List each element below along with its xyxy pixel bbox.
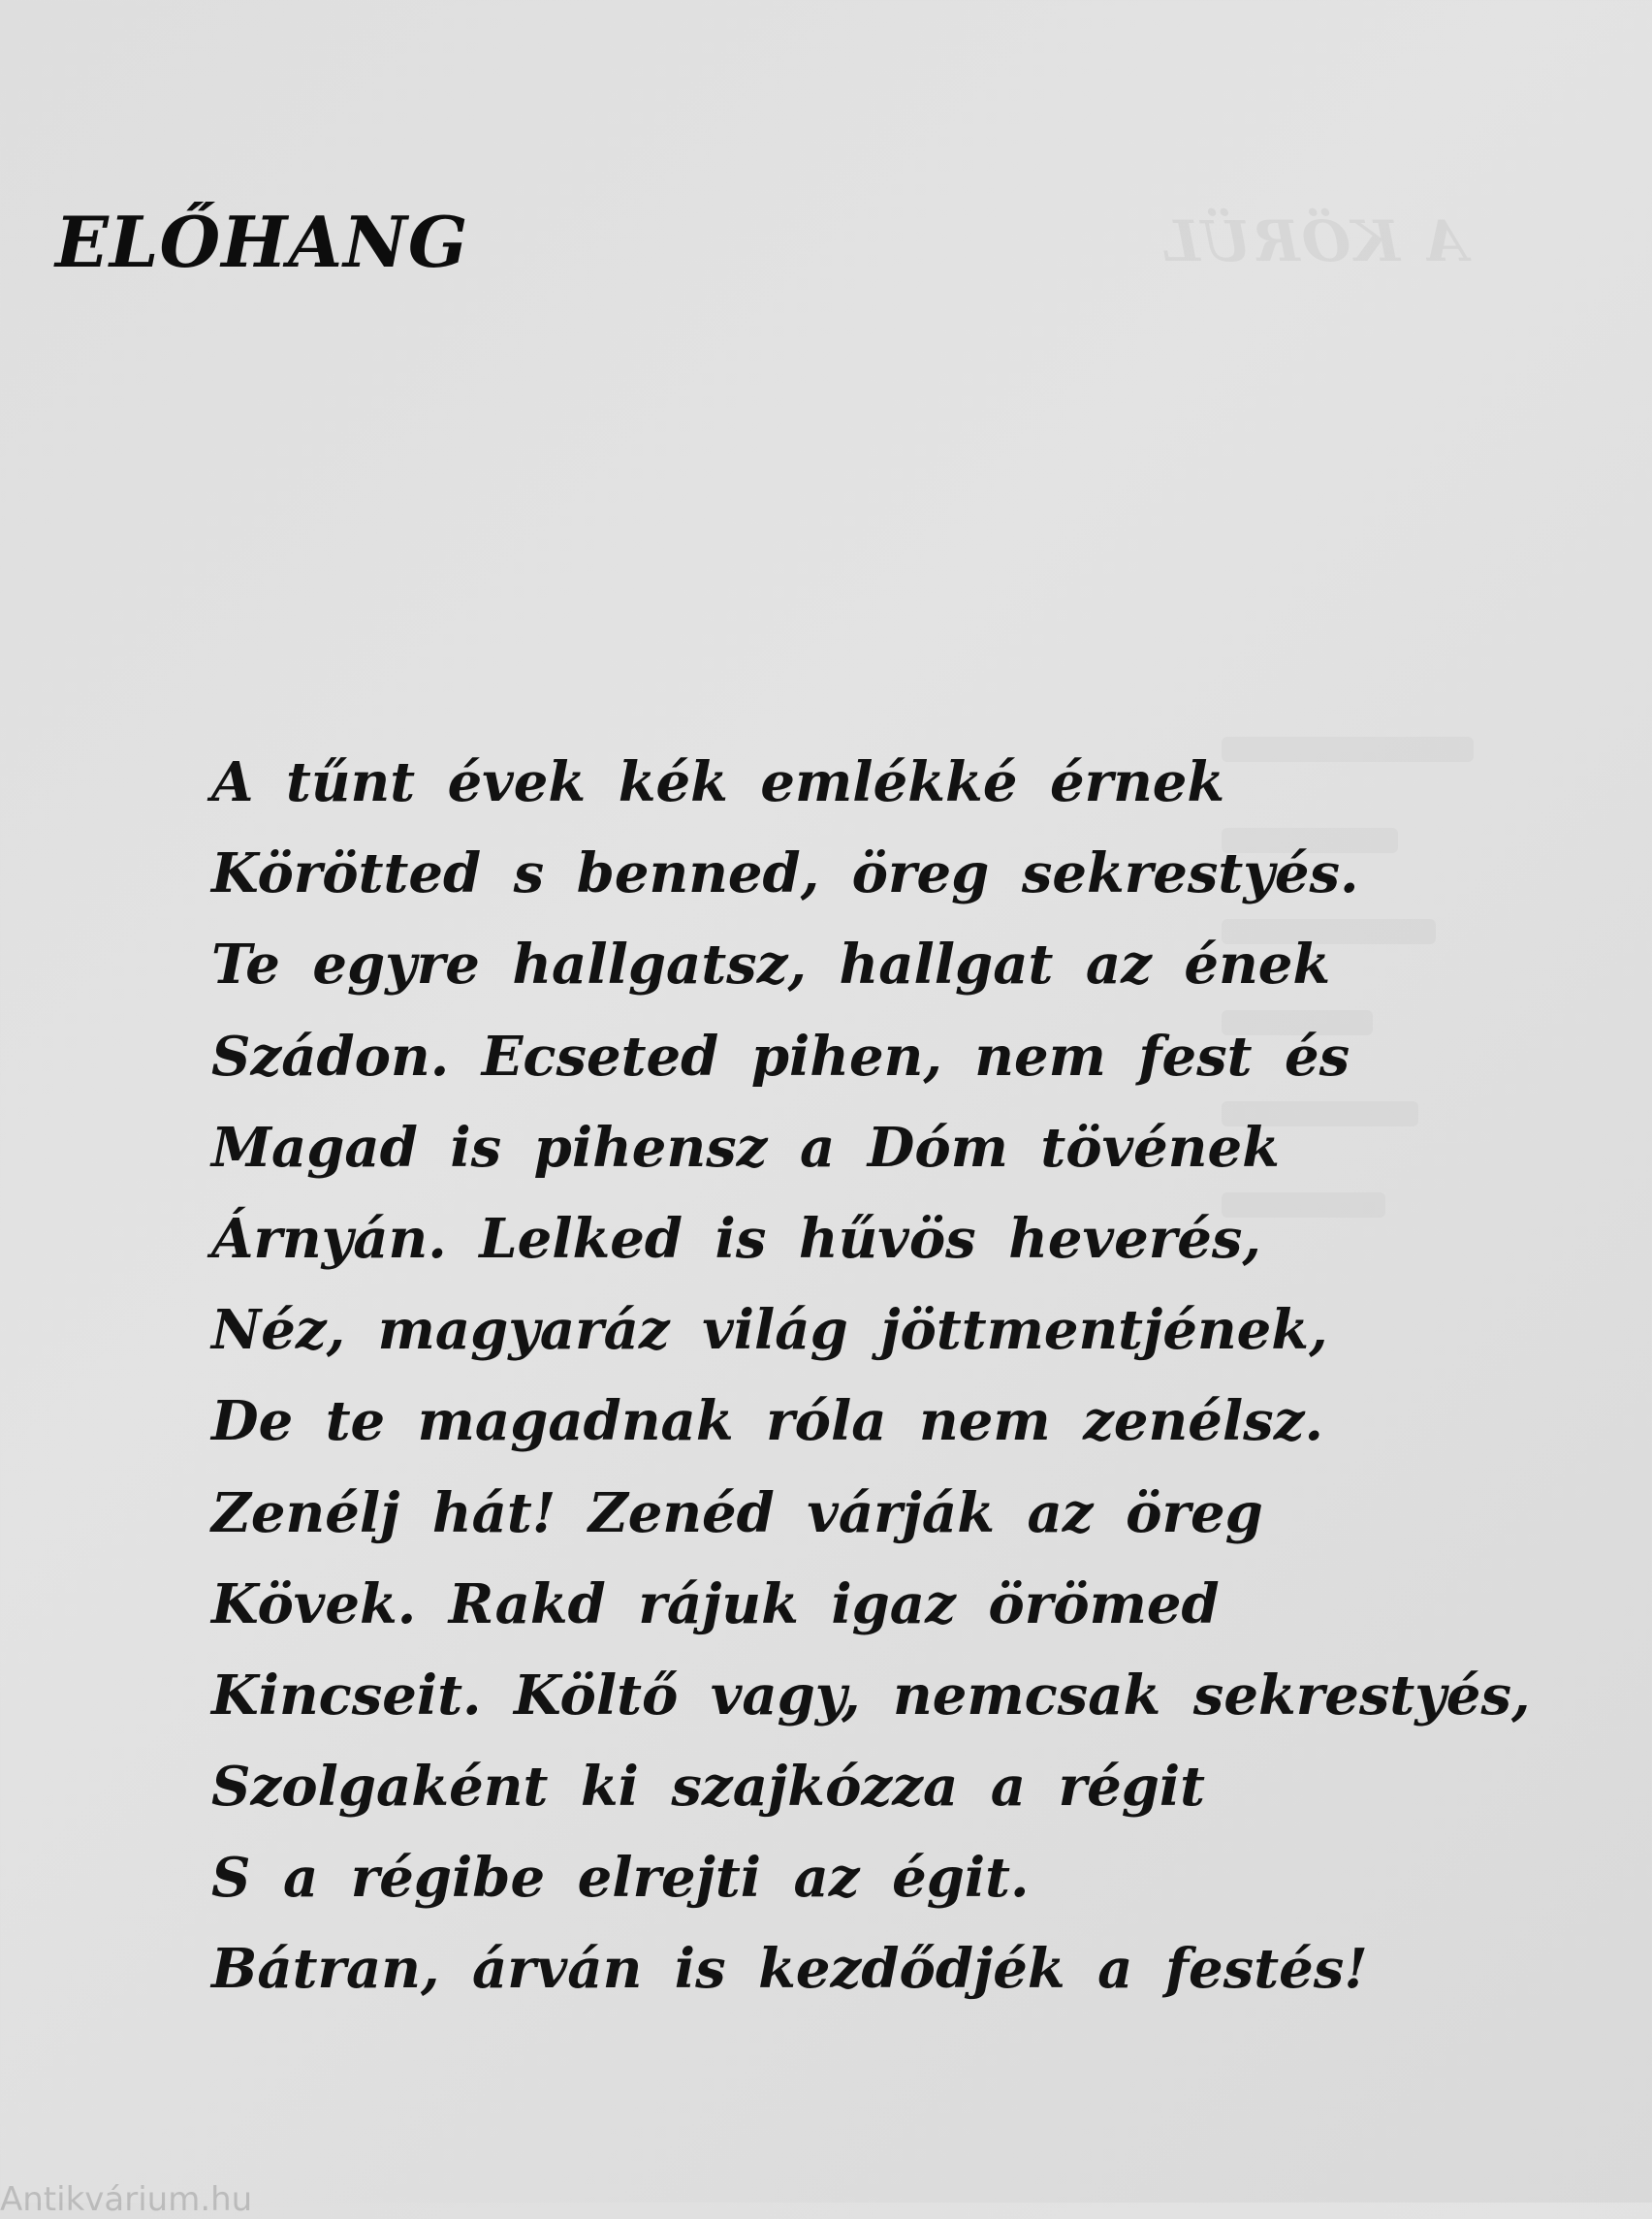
poem-line: De te magadnak róla nem zenélsz. [211, 1389, 1323, 1454]
poem-line: Körötted s benned, öreg sekrestyés. [211, 841, 1359, 906]
poem-line: Zenélj hát! Zenéd várják az öreg [211, 1480, 1263, 1545]
page-title: ELŐHANG [55, 201, 469, 283]
poem-line: Magad is pihensz a Dóm tövének [211, 1115, 1280, 1180]
poem-line: A tűnt évek kék emlékké érnek [211, 750, 1225, 814]
poem-line: Te egyre hallgatsz, hallgat az ének [211, 933, 1331, 998]
poem [211, 737, 1530, 2015]
poem-line: Kövek. Rakd rájuk igaz örömed [211, 1571, 1220, 1636]
poem-line: Bátran, árván is kezdődjék a festés! [211, 1937, 1368, 2002]
poem-line: Kincseit. Költő vagy, nemcsak sekrestyés, [211, 1663, 1531, 1728]
poem-line: Szolgaként ki szajkózza a régit [211, 1755, 1206, 1820]
poem-line: S a régibe elrejti az égit. [211, 1846, 1030, 1911]
poem-line: Néz, magyaráz világ jöttmentjének, [211, 1298, 1328, 1363]
poem-line: Szádon. Ecseted pihen, nem fest és [211, 1024, 1350, 1089]
watermark: Antikvárium.hu [0, 2180, 253, 2219]
poem-line: Árnyán. Lelked is hűvös heverés, [211, 1206, 1261, 1271]
bleed-through-text: A KÖRÜL [1159, 208, 1468, 274]
